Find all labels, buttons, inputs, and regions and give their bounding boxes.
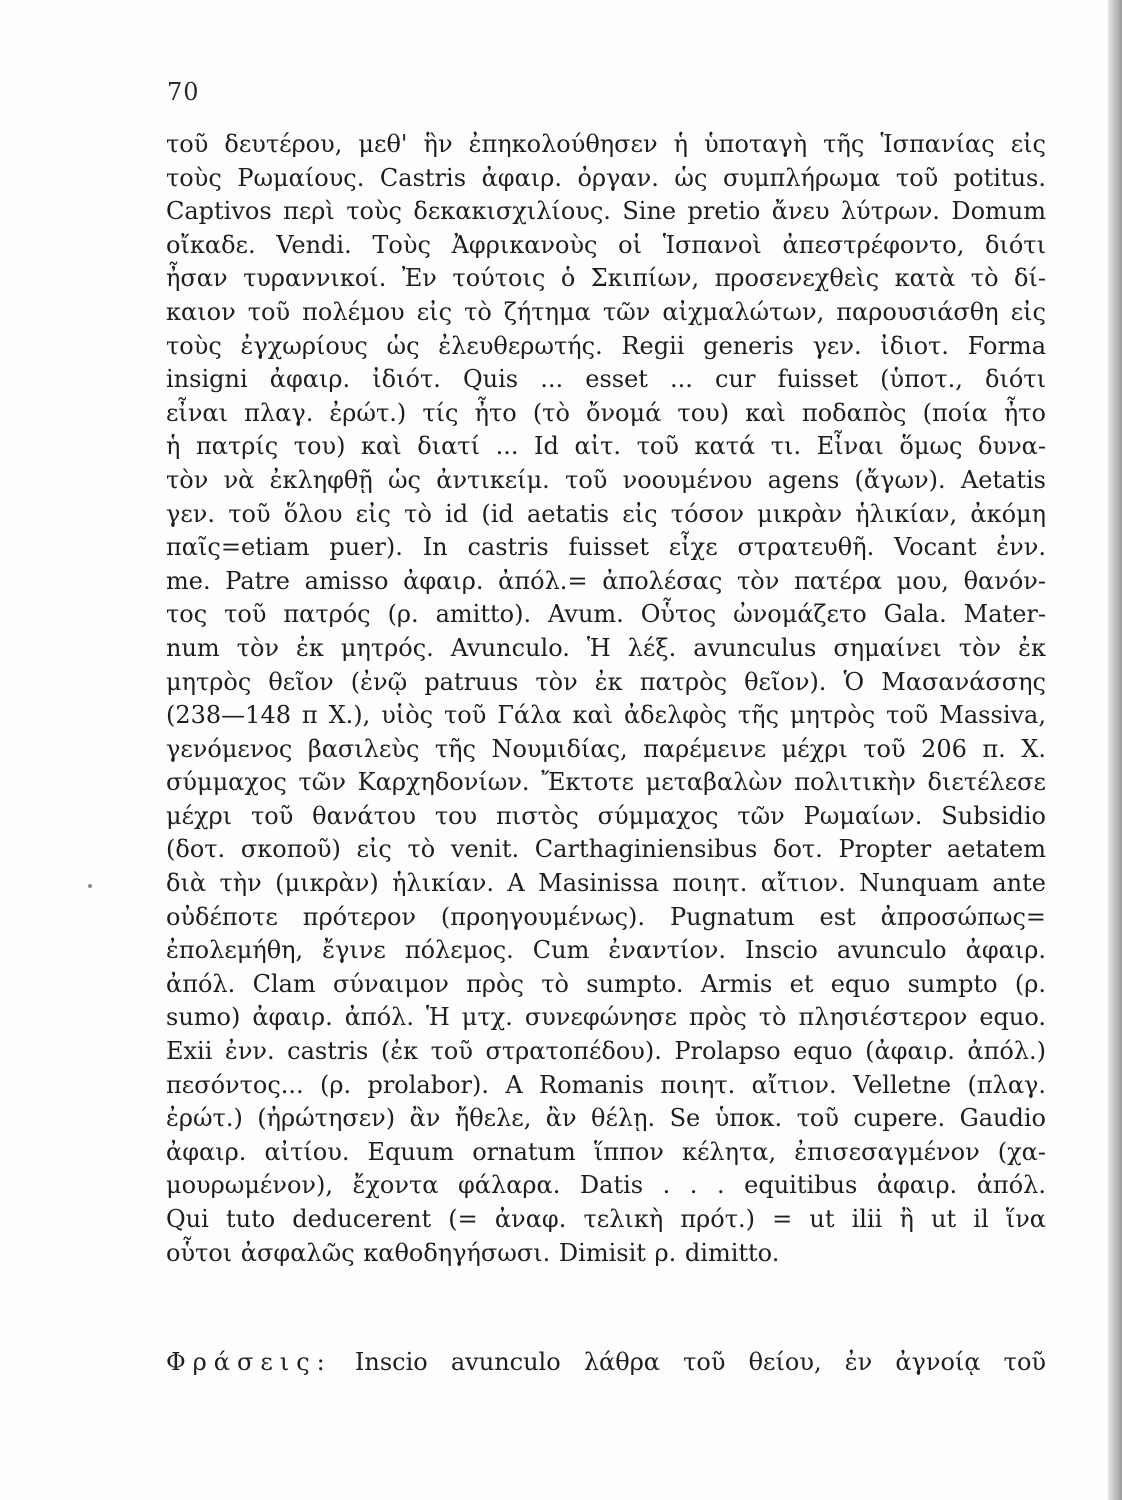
- text-line: τος τοῦ πατρός (ρ. amitto). Avum. Οὗτος ὠνομάζετο Gala. Mater-: [166, 600, 1046, 629]
- text-line: μουρωμένον), ἔχοντα φάλαρα. Datis . . . equitibus ἀφαιρ. ἀπόλ.: [166, 1171, 1046, 1200]
- text-line: σύμμαχος τῶν Καρχηδονίων. Ἔκτοτε μεταβαλὼν πολιτικὴν διετέλεσε: [166, 768, 1046, 797]
- text-line: οὐδέποτε πρότερον (προηγουμένως). Pugnatum est ἀπροσώπως=: [166, 902, 1046, 931]
- text-line: οὗτοι ἀσφαλῶς καθοδηγήσωσι. Dimisit ρ. dimitto.: [166, 1238, 780, 1267]
- text-line: (238—148 π Χ.), υἱὸς τοῦ Γάλα καὶ ἀδελφὸς τῆς μητρὸς τοῦ Massiva,: [166, 701, 1046, 730]
- phrases-text: Inscio avunculo λάθρα τοῦ θείου, ἐν ἀγνοίᾳ τοῦ: [354, 1348, 1046, 1376]
- phrases-line: [166, 1345, 1046, 1379]
- text-line: οἴκαδε. Vendi. Τοὺς Ἀφρικανοὺς οἱ Ἱσπανοὶ ἀπεστρέφοντο, διότι: [166, 230, 1046, 259]
- phrases-label: Φράσεις:: [166, 1348, 332, 1376]
- text-line: γενόμενος βασιλεὺς τῆς Νουμιδίας, παρέμεινε μέχρι τοῦ 206 π. Χ.: [166, 734, 1046, 763]
- text-line: ἡ πατρίς του) καὶ διατί ... Id αἰτ. τοῦ κατά τι. Εἶναι ὅμως δυνα-: [166, 432, 1046, 461]
- text-line: τοῦ δευτέρου, μεθ' ἣν ἐπηκολούθησεν ἡ ὑποταγὴ τῆς Ἱσπανίας εἰς: [166, 130, 1046, 158]
- text-line: insigni ἀφαιρ. ἰδιότ. Quis ... esset ... cur fuisset (ὑποτ., διότι: [166, 365, 1046, 394]
- text-line: me. Patre amisso ἀφαιρ. ἀπόλ.= ἀπολέσας τὸν πατέρα μου, θανόν-: [166, 566, 1046, 595]
- text-line: παῖς=etiam puer). In castris fuisset εἶχε στρατευθῆ. Vocant ἐνν.: [166, 533, 1046, 562]
- text-line: διὰ τὴν (μικρὰν) ἡλικίαν. A Masinissa ποιητ. αἴτιον. Nunquam ante: [166, 869, 1046, 898]
- text-line: τοὺς Ρωμαίους. Castris ἀφαιρ. ὀργαν. ὡς συμπλήρωμα τοῦ potitus.: [166, 163, 1046, 192]
- paper-speck: [88, 884, 92, 888]
- text-line: ἦσαν τυραννικοί. Ἐν τούτοις ὁ Σκιπίων, προσενεχθεὶς κατὰ τὸ δί-: [166, 264, 1046, 293]
- commentary-text-block: [166, 128, 1046, 1270]
- text-line: τὸν νὰ ἐκληφθῇ ὡς ἀντικείμ. τοῦ νοουμένου agens (ἄγων). Aetatis: [166, 465, 1046, 494]
- text-line: ἐπολεμήθη, ἔγινε πόλεμος. Cum ἐναντίον. Inscio avunculo ἀφαιρ.: [166, 936, 1046, 965]
- text-line: ἐρώτ.) (ἠρώτησεν) ἂν ἤθελε, ἂν θέλῃ. Se ὑποκ. τοῦ cupere. Gaudio: [166, 1104, 1046, 1133]
- text-line: μέχρι τοῦ θανάτου του πιστὸς σύμμαχος τῶν Ρωμαίων. Subsidio: [166, 801, 1046, 830]
- text-line: καιον τοῦ πολέμου εἰς τὸ ζήτημα τῶν αἰχμαλώτων, παρουσιάσθη εἰς: [166, 297, 1046, 326]
- text-line: Exii ἐνν. castris (ἐκ τοῦ στρατοπέδου). Prolapso equo (ἀφαιρ. ἀπόλ.): [166, 1037, 1046, 1066]
- text-line: sumo) ἀφαιρ. ἀπόλ. Ἡ μτχ. συνεφώνησε πρὸς τὸ πλησιέστερον equo.: [166, 1003, 1046, 1032]
- text-line: (δοτ. σκοποῦ) εἰς τὸ venit. Carthaginiensibus δοτ. Propter aetatem: [166, 835, 1046, 864]
- text-line: Captivos περὶ τοὺς δεκακισχιλίους. Sine pretio ἄνευ λύτρων. Domum: [166, 197, 1046, 226]
- text-line: ἀπόλ. Clam σύναιμον πρὸς τὸ sumpto. Armis et equo sumpto (ρ.: [166, 969, 1046, 998]
- page-edge-shadow: [1108, 0, 1122, 1500]
- text-line: εἶναι πλαγ. ἐρώτ.) τίς ἦτο (τὸ ὄνομά του) καὶ ποδαπὸς (ποία ἦτο: [166, 398, 1046, 427]
- text-line: Qui tuto deducerent (= ἀναφ. τελικὴ πρότ.) = ut ilii ἢ ut il ἵνα: [166, 1205, 1046, 1233]
- text-line: ἀφαιρ. αἰτίου. Equum ornatum ἵππον κέλητα, ἐπισεσαγμένον (χα-: [166, 1137, 1046, 1166]
- text-line: γεν. τοῦ ὅλου εἰς τὸ id (id aetatis εἰς τόσον μικρὰν ἡλικίαν, ἀκόμη: [166, 499, 1046, 528]
- text-line: τοὺς ἐγχωρίους ὡς ἐλευθερωτής. Regii generis γεν. ἰδιοτ. Forma: [166, 331, 1046, 360]
- page-number: 70: [167, 78, 200, 106]
- text-line: μητρὸς θεῖον (ἐνῷ patruus τὸν ἐκ πατρὸς θεῖον). Ὁ Μασανάσσης: [166, 667, 1046, 696]
- text-line: πεσόντος... (ρ. prolabor). A Romanis ποιητ. αἴτιον. Velletne (πλαγ.: [166, 1070, 1046, 1099]
- text-line: num τὸν ἐκ μητρός. Avunculo. Ἡ λέξ. avunculus σημαίνει τὸν ἐκ: [166, 633, 1046, 662]
